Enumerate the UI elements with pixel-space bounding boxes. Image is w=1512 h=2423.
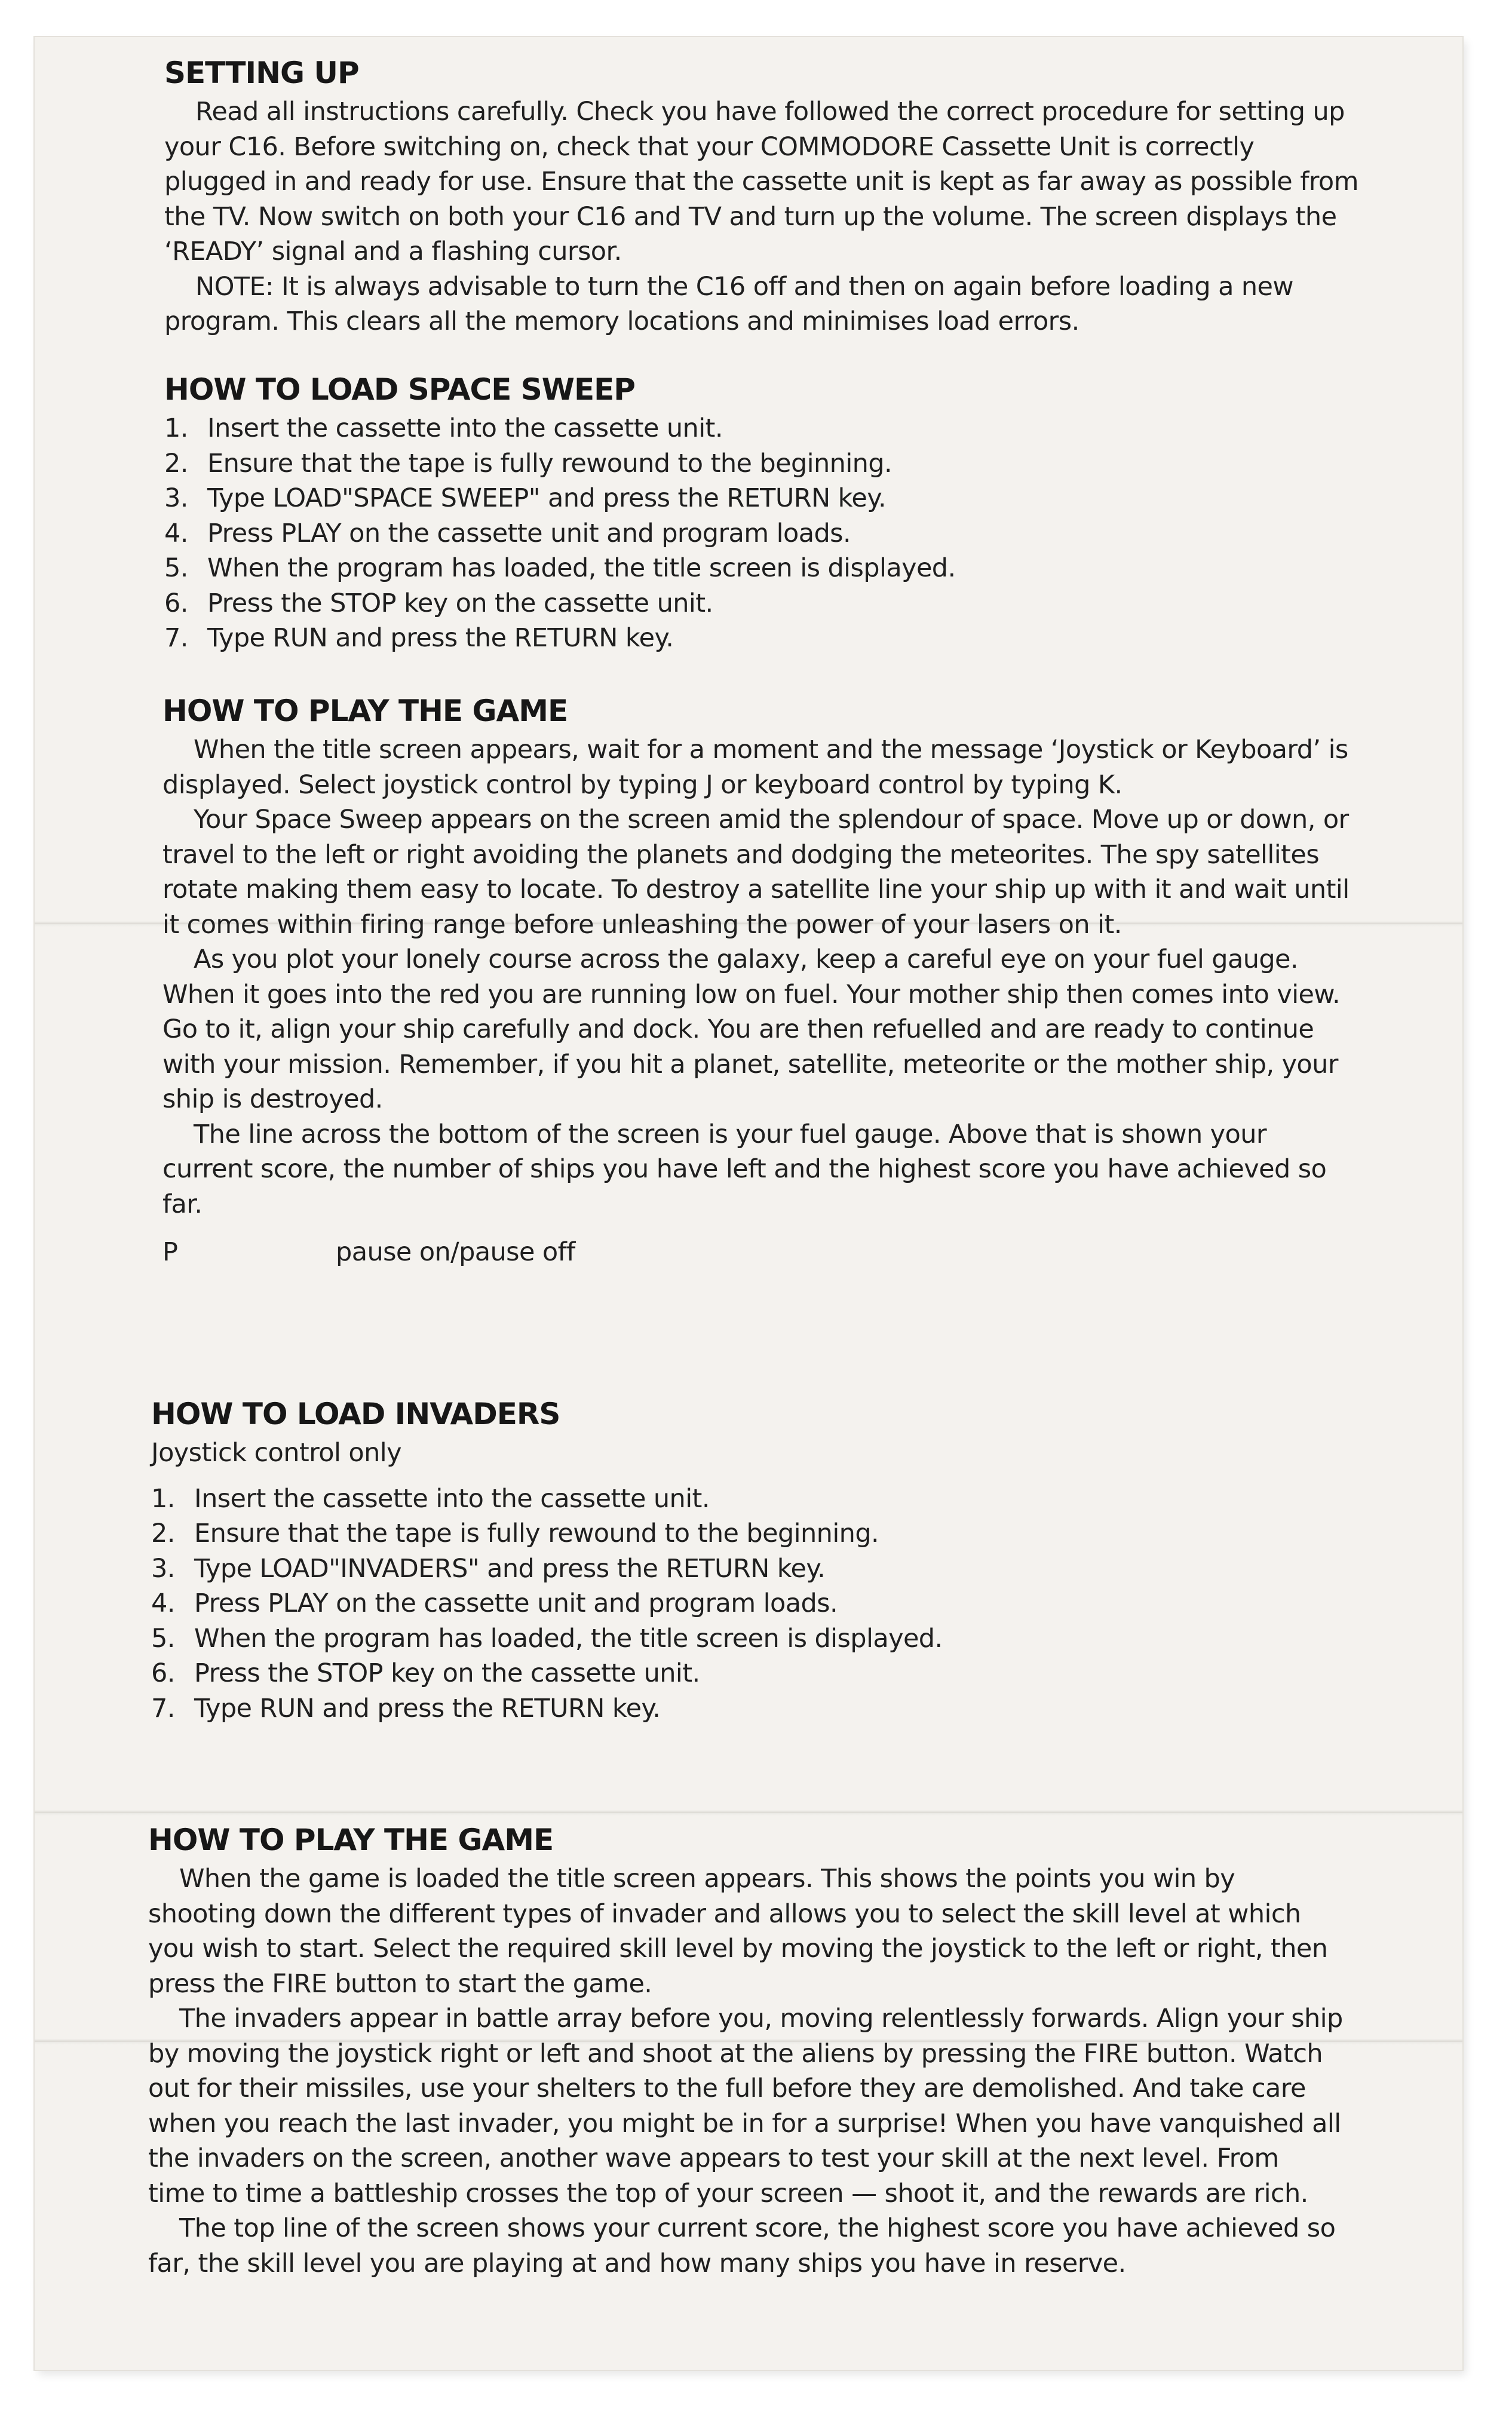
load-sweep-heading: HOW TO LOAD SPACE SWEEP xyxy=(164,372,635,407)
step-text: Ensure that the tape is fully rewound to the beginning. xyxy=(207,448,893,479)
step-item xyxy=(151,1621,1226,1657)
step-number: 1. xyxy=(151,1483,175,1514)
step-text: Press PLAY on the cassette unit and program loads. xyxy=(207,518,851,548)
play-invaders-heading: HOW TO PLAY THE GAME xyxy=(148,1823,554,1857)
step-item xyxy=(151,1586,1226,1621)
key-action: pause on/pause off xyxy=(336,1237,575,1267)
key-control-row xyxy=(162,1235,1357,1269)
step-item xyxy=(151,1551,1226,1587)
play-sweep-section xyxy=(162,693,1357,1269)
step-number: 7. xyxy=(164,623,188,653)
play-invaders-section xyxy=(148,1822,1343,2281)
play-invaders-paragraph: When the game is loaded the title screen appears. This shows the points you win by shooting down the different types of invader and allows you to select the skill level at which you wish to start. Select the required skill level by moving the joystick to the left or right, then press the FIRE button to start the game. xyxy=(148,1864,1328,1999)
step-item xyxy=(164,481,1240,516)
step-number: 3. xyxy=(151,1553,175,1584)
load-sweep-section xyxy=(164,372,1240,656)
setup-note: NOTE: It is always advisable to turn the C16 off and then on again before loading a new program. This clears all the memory locations and minimises load errors. xyxy=(164,271,1293,336)
play-sweep-paragraph: When the title screen appears, wait for a moment and the message ‘Joystick or Keyboard’ is displayed. Select joystick control by typing J or keyboard control by typing K. xyxy=(162,735,1348,800)
play-sweep-heading: HOW TO PLAY THE GAME xyxy=(162,694,568,728)
step-item xyxy=(164,411,1240,446)
step-item xyxy=(151,1691,1226,1726)
play-sweep-paragraph: Your Space Sweep appears on the screen amid the splendour of space. Move up or down, or travel to the left or right avoiding the planets and dodging the meteorites. The spy satellites rotate making them easy to locate. To destroy a satellite line your ship up with it and wait until it comes within firing range before unleashing the power of your lasers on it. xyxy=(162,805,1350,940)
step-text: Insert the cassette into the cassette unit. xyxy=(207,413,723,443)
setup-section xyxy=(164,55,1359,339)
step-text: Press the STOP key on the cassette unit. xyxy=(194,1658,700,1688)
step-text: Press PLAY on the cassette unit and program loads. xyxy=(194,1588,838,1618)
step-item xyxy=(151,1656,1226,1691)
step-number: 6. xyxy=(164,588,188,618)
step-text: Press the STOP key on the cassette unit. xyxy=(207,588,713,618)
step-number: 4. xyxy=(151,1588,175,1618)
step-item xyxy=(164,586,1240,621)
step-text: Type RUN and press the RETURN key. xyxy=(207,623,674,653)
load-invaders-section xyxy=(151,1396,1226,1726)
load-sweep-steps xyxy=(164,411,1240,656)
step-number: 1. xyxy=(164,413,188,443)
step-text: When the program has loaded, the title screen is displayed. xyxy=(194,1623,943,1654)
step-number: 7. xyxy=(151,1693,175,1723)
step-number: 4. xyxy=(164,518,188,548)
setup-heading: SETTING UP xyxy=(164,56,359,90)
step-text: When the program has loaded, the title screen is displayed. xyxy=(207,553,956,583)
step-item xyxy=(164,621,1240,656)
play-invaders-paragraph: The invaders appear in battle array before you, moving relentlessly forwards. Align your ship by moving the joystick right or left and shoot at the aliens by pressing the FIRE button. Watch out for their missiles, use your shelters to the full before they are demolished. And take care when you reach the last invader, you might be in for a surprise! When you have vanquished all the invaders on the screen, another wave appears to test your skill at the next level. From time to time a battleship crosses the top of your screen — shoot it, and the rewards are rich. xyxy=(148,2004,1343,2209)
step-item xyxy=(151,1482,1226,1517)
load-invaders-heading: HOW TO LOAD INVADERS xyxy=(151,1397,560,1431)
step-number: 3. xyxy=(164,483,188,513)
play-invaders-paragraph: The top line of the screen shows your current score, the highest score you have achieved so far, the skill level you are playing at and how many ships you have in reserve. xyxy=(148,2213,1336,2278)
step-text: Insert the cassette into the cassette unit. xyxy=(194,1483,710,1514)
step-number: 5. xyxy=(151,1623,175,1654)
setup-paragraph: Read all instructions carefully. Check you have followed the correct procedure for setting up your C16. Before switching on, check that your COMMODORE Cassette Unit is correctly plugged in and ready for use. Ensure that the cassette unit is kept as far away as possible from the TV. Now switch on both your C16 and TV and turn up the volume. The screen displays the ‘READY’ signal and a flashing cursor. xyxy=(164,97,1358,266)
play-sweep-paragraph: As you plot your lonely course across the galaxy, keep a careful eye on your fuel gauge. When it goes into the red you are running low on fuel. Your mother ship then comes into view. Go to it, align your ship carefully and dock. You are then refuelled and are ready to continue with your mission. Remember, if you hit a planet, satellite, meteorite or the mother ship, your ship is destroyed. xyxy=(162,944,1341,1114)
step-number: 6. xyxy=(151,1658,175,1688)
load-invaders-steps xyxy=(151,1482,1226,1726)
step-item xyxy=(164,551,1240,586)
step-number: 2. xyxy=(151,1519,175,1548)
step-text: Type LOAD"INVADERS" and press the RETURN key. xyxy=(194,1553,826,1584)
step-text: Type LOAD"SPACE SWEEP" and press the RETURN key. xyxy=(207,483,887,513)
step-text: Ensure that the tape is fully rewound to the beginning. xyxy=(194,1519,879,1548)
play-sweep-paragraph: The line across the bottom of the screen is your fuel gauge. Above that is shown your current score, the number of ships you have left and the highest score you have achieved so far. xyxy=(162,1119,1327,1219)
step-item xyxy=(164,446,1240,481)
fold-line xyxy=(35,1810,1462,1816)
step-item xyxy=(164,516,1240,551)
control-note: Joystick control only xyxy=(151,1438,401,1468)
step-number: 2. xyxy=(164,448,188,479)
step-number: 5. xyxy=(164,553,188,583)
key-label: P xyxy=(162,1237,178,1267)
step-item xyxy=(151,1516,1226,1551)
step-text: Type RUN and press the RETURN key. xyxy=(194,1693,661,1723)
